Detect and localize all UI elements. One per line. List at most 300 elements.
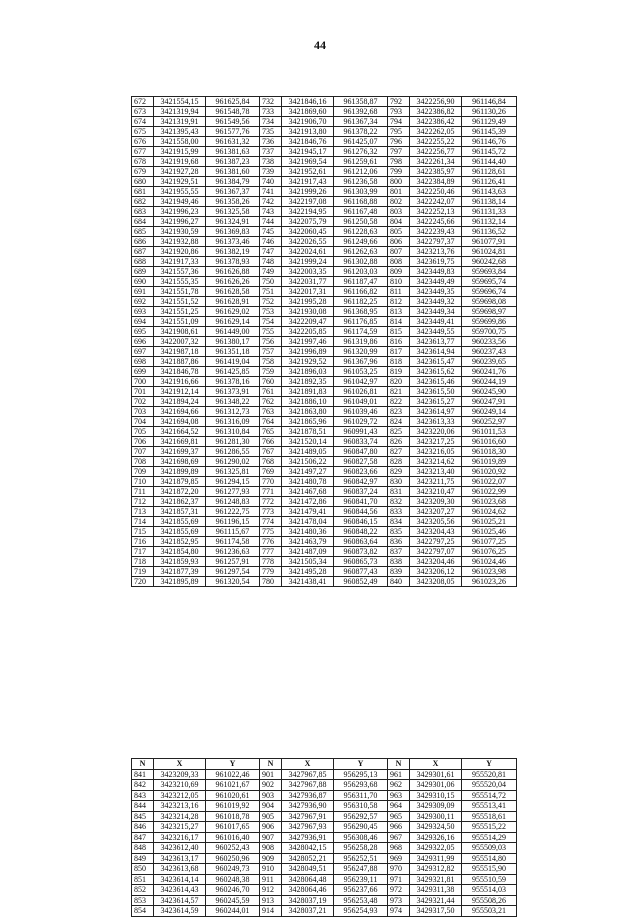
cell-n: 974: [388, 906, 410, 917]
column-header: Y: [334, 759, 388, 770]
cell-x: 3421912,14: [154, 387, 206, 397]
cell-n: 717: [132, 547, 154, 557]
cell-x: 3421669,81: [154, 437, 206, 447]
cell-x: 3423211,75: [410, 477, 462, 487]
table-row: [132, 407, 517, 417]
table-row: [132, 567, 517, 577]
cell-n: 681: [132, 187, 154, 197]
cell-x: 3423614,59: [154, 906, 206, 917]
cell-n: 685: [132, 227, 154, 237]
cell-y: 961196,15: [206, 517, 260, 527]
cell-n: 972: [388, 885, 410, 896]
cell-y: 961212,06: [334, 167, 388, 177]
cell-y: 956247,88: [334, 864, 388, 875]
cell-x: 3422384,89: [410, 177, 462, 187]
cell-x: 3421319,91: [154, 117, 206, 127]
cell-x: 3421551,09: [154, 317, 206, 327]
cell-y: 961626,26: [206, 277, 260, 287]
cell-n: 762: [260, 397, 282, 407]
cell-y: 960249,73: [206, 864, 260, 875]
cell-x: 3423208,05: [410, 577, 462, 587]
cell-x: 3427967,85: [282, 769, 334, 780]
cell-n: 907: [260, 832, 282, 843]
cell-x: 3421699,37: [154, 447, 206, 457]
cell-x: 3421857,31: [154, 507, 206, 517]
cell-y: 956239,11: [334, 874, 388, 885]
cell-n: 793: [388, 107, 410, 117]
table-row: [132, 885, 517, 896]
cell-n: 683: [132, 207, 154, 217]
cell-x: 3421862,37: [154, 497, 206, 507]
cell-n: 799: [388, 167, 410, 177]
cell-n: 688: [132, 257, 154, 267]
table-row: [132, 769, 517, 780]
cell-y: 956253,48: [334, 895, 388, 906]
cell-n: 744: [260, 217, 282, 227]
cell-n: 796: [388, 137, 410, 147]
cell-x: 3421915,99: [154, 147, 206, 157]
cell-x: 3422252,13: [410, 207, 462, 217]
cell-n: 763: [260, 407, 282, 417]
cell-y: 961257,91: [206, 557, 260, 567]
cell-y: 961023,98: [462, 567, 517, 577]
cell-n: 841: [132, 769, 154, 780]
cell-n: 834: [388, 517, 410, 527]
cell-n: 694: [132, 317, 154, 327]
cell-x: 3421920,86: [154, 247, 206, 257]
cell-y: 960239,65: [462, 357, 517, 367]
table-row: [132, 257, 517, 267]
cell-y: 961378,22: [334, 127, 388, 137]
table-row: [132, 906, 517, 917]
cell-x: 3421879,85: [154, 477, 206, 487]
cell-x: 3421554,15: [154, 97, 206, 107]
cell-n: 852: [132, 885, 154, 896]
table-row: [132, 287, 517, 297]
cell-x: 3421895,89: [154, 577, 206, 587]
cell-y: 955503,21: [462, 906, 517, 917]
cell-n: 820: [388, 377, 410, 387]
cell-n: 768: [260, 457, 282, 467]
cell-y: 955520,81: [462, 769, 517, 780]
cell-x: 3423613,17: [154, 853, 206, 864]
cell-x: 3421949,46: [154, 197, 206, 207]
cell-y: 961049,01: [334, 397, 388, 407]
table-row: [132, 497, 517, 507]
cell-y: 961019,92: [206, 801, 260, 812]
cell-y: 961021,67: [206, 780, 260, 791]
cell-n: 719: [132, 567, 154, 577]
cell-x: 3421886,10: [282, 397, 334, 407]
cell-n: 822: [388, 397, 410, 407]
cell-y: 961130,26: [462, 107, 517, 117]
table-row: [132, 864, 517, 875]
cell-x: 3423210,69: [154, 780, 206, 791]
cell-n: 904: [260, 801, 282, 812]
cell-n: 679: [132, 167, 154, 177]
table-row: [132, 487, 517, 497]
cell-x: 3421917,43: [282, 177, 334, 187]
cell-x: 3423615,62: [410, 367, 462, 377]
cell-y: 955518,61: [462, 811, 517, 822]
cell-n: 829: [388, 467, 410, 477]
cell-y: 961378,93: [206, 257, 260, 267]
table-row: [132, 843, 517, 854]
cell-x: 3423614,57: [154, 895, 206, 906]
cell-n: 813: [388, 307, 410, 317]
cell-y: 961262,63: [334, 247, 388, 257]
cell-n: 692: [132, 297, 154, 307]
cell-n: 838: [388, 557, 410, 567]
cell-y: 960247,91: [462, 397, 517, 407]
column-header: X: [410, 759, 462, 770]
cell-x: 3421887,86: [154, 357, 206, 367]
cell-y: 961145,72: [462, 147, 517, 157]
cell-y: 959699,86: [462, 317, 517, 327]
cell-n: 833: [388, 507, 410, 517]
cell-x: 3421698,69: [154, 457, 206, 467]
cell-y: 955514,29: [462, 832, 517, 843]
cell-y: 960237,43: [462, 347, 517, 357]
cell-x: 3423216,17: [154, 832, 206, 843]
cell-x: 3421505,34: [282, 557, 334, 567]
cell-n: 914: [260, 906, 282, 917]
cell-x: 3423220,06: [410, 427, 462, 437]
cell-y: 961222,75: [206, 507, 260, 517]
cell-n: 969: [388, 853, 410, 864]
cell-y: 961348,22: [206, 397, 260, 407]
cell-x: 3422197,08: [282, 197, 334, 207]
cell-x: 3423615,27: [410, 397, 462, 407]
cell-n: 825: [388, 427, 410, 437]
table-row: [132, 853, 517, 864]
cell-x: 3422261,34: [410, 157, 462, 167]
cell-y: 961387,23: [206, 157, 260, 167]
cell-y: 960246,70: [206, 885, 260, 896]
cell-x: 3421506,22: [282, 457, 334, 467]
table-row: [132, 217, 517, 227]
cell-y: 955514,72: [462, 790, 517, 801]
cell-x: 3421859,93: [154, 557, 206, 567]
cell-n: 971: [388, 874, 410, 885]
cell-n: 684: [132, 217, 154, 227]
cell-x: 3421467,68: [282, 487, 334, 497]
cell-n: 797: [388, 147, 410, 157]
cell-y: 961228,63: [334, 227, 388, 237]
cell-n: 810: [388, 277, 410, 287]
cell-n: 839: [388, 567, 410, 577]
table-row: [132, 577, 517, 587]
coordinates-table-top: [131, 96, 517, 587]
cell-y: 960846,15: [334, 517, 388, 527]
cell-x: 3421891,83: [282, 387, 334, 397]
cell-n: 775: [260, 527, 282, 537]
column-header: N: [388, 759, 410, 770]
cell-x: 3427936,91: [282, 832, 334, 843]
cell-y: 961132,14: [462, 217, 517, 227]
cell-y: 960242,68: [462, 257, 517, 267]
cell-x: 3423449,55: [410, 327, 462, 337]
cell-n: 687: [132, 247, 154, 257]
cell-x: 3429326,16: [410, 832, 462, 843]
cell-y: 960877,43: [334, 567, 388, 577]
table-row: [132, 327, 517, 337]
cell-n: 769: [260, 467, 282, 477]
cell-x: 3422385,97: [410, 167, 462, 177]
cell-y: 961625,84: [206, 97, 260, 107]
cell-n: 689: [132, 267, 154, 277]
cell-x: 3421855,69: [154, 517, 206, 527]
cell-n: 798: [388, 157, 410, 167]
cell-x: 3421969,54: [282, 157, 334, 167]
cell-n: 673: [132, 107, 154, 117]
table-row: [132, 187, 517, 197]
cell-n: 824: [388, 417, 410, 427]
cell-y: 960250,96: [206, 853, 260, 864]
cell-x: 3421877,39: [154, 567, 206, 577]
cell-n: 698: [132, 357, 154, 367]
cell-n: 760: [260, 377, 282, 387]
cell-y: 961319,86: [334, 337, 388, 347]
cell-y: 961126,41: [462, 177, 517, 187]
cell-n: 795: [388, 127, 410, 137]
table-row: [132, 547, 517, 557]
cell-n: 772: [260, 497, 282, 507]
cell-n: 966: [388, 822, 410, 833]
cell-n: 843: [132, 790, 154, 801]
cell-x: 3422205,85: [282, 327, 334, 337]
cell-y: 961022,99: [462, 487, 517, 497]
table-row: [132, 397, 517, 407]
cell-x: 3421999,26: [282, 187, 334, 197]
cell-n: 973: [388, 895, 410, 906]
cell-x: 3421520,14: [282, 437, 334, 447]
cell-x: 3423205,56: [410, 517, 462, 527]
cell-y: 961016,60: [462, 437, 517, 447]
cell-x: 3428064,48: [282, 874, 334, 885]
cell-n: 805: [388, 227, 410, 237]
cell-x: 3423449,49: [410, 277, 462, 287]
table-row: [132, 297, 517, 307]
cell-y: 961019,89: [462, 457, 517, 467]
cell-x: 3422003,35: [282, 267, 334, 277]
cell-n: 696: [132, 337, 154, 347]
cell-n: 708: [132, 457, 154, 467]
table-row: [132, 801, 517, 812]
cell-y: 961577,76: [206, 127, 260, 137]
cell-y: 961250,58: [334, 217, 388, 227]
cell-y: 961358,26: [206, 197, 260, 207]
cell-x: 3428042,15: [282, 843, 334, 854]
cell-y: 959700,75: [462, 327, 517, 337]
cell-x: 3428052,21: [282, 853, 334, 864]
cell-x: 3429321,44: [410, 895, 462, 906]
cell-n: 754: [260, 317, 282, 327]
cell-n: 806: [388, 237, 410, 247]
table-row: [132, 227, 517, 237]
cell-n: 747: [260, 247, 282, 257]
cell-y: 961144,40: [462, 157, 517, 167]
cell-y: 956237,66: [334, 885, 388, 896]
cell-n: 736: [260, 137, 282, 147]
cell-y: 961277,93: [206, 487, 260, 497]
cell-x: 3421558,00: [154, 137, 206, 147]
cell-y: 959698,97: [462, 307, 517, 317]
cell-y: 961138,14: [462, 197, 517, 207]
cell-x: 3422026,55: [282, 237, 334, 247]
table-row: [132, 477, 517, 487]
cell-x: 3423215,27: [154, 822, 206, 833]
table-row: [132, 147, 517, 157]
cell-n: 802: [388, 197, 410, 207]
table-row: [132, 895, 517, 906]
cell-y: 961381,60: [206, 167, 260, 177]
cell-y: 956292,57: [334, 811, 388, 822]
cell-x: 3423612,40: [154, 843, 206, 854]
cell-n: 745: [260, 227, 282, 237]
cell-n: 709: [132, 467, 154, 477]
cell-y: 960852,49: [334, 577, 388, 587]
cell-y: 961286,55: [206, 447, 260, 457]
cell-x: 3421846,16: [282, 97, 334, 107]
cell-n: 703: [132, 407, 154, 417]
cell-y: 961381,63: [206, 147, 260, 157]
cell-n: 818: [388, 357, 410, 367]
cell-n: 746: [260, 237, 282, 247]
cell-x: 3423613,33: [410, 417, 462, 427]
cell-x: 3427967,93: [282, 822, 334, 833]
cell-n: 697: [132, 347, 154, 357]
cell-y: 960847,80: [334, 447, 388, 457]
table-row: [132, 247, 517, 257]
table-row: [132, 157, 517, 167]
cell-n: 807: [388, 247, 410, 257]
cell-x: 3423207,27: [410, 507, 462, 517]
cell-n: 831: [388, 487, 410, 497]
cell-y: 961024,62: [462, 507, 517, 517]
cell-y: 961024,81: [462, 247, 517, 257]
column-header: X: [282, 759, 334, 770]
cell-n: 776: [260, 537, 282, 547]
cell-n: 742: [260, 197, 282, 207]
cell-n: 968: [388, 843, 410, 854]
cell-n: 826: [388, 437, 410, 447]
cell-y: 960245,59: [206, 895, 260, 906]
cell-y: 961016,40: [206, 832, 260, 843]
cell-n: 844: [132, 801, 154, 812]
cell-n: 827: [388, 447, 410, 457]
cell-n: 792: [388, 97, 410, 107]
cell-y: 956308,46: [334, 832, 388, 843]
column-header: N: [260, 759, 282, 770]
cell-n: 801: [388, 187, 410, 197]
cell-n: 800: [388, 177, 410, 187]
cell-x: 3422242,07: [410, 197, 462, 207]
cell-x: 3429311,99: [410, 853, 462, 864]
cell-x: 3423206,12: [410, 567, 462, 577]
cell-n: 706: [132, 437, 154, 447]
cell-x: 3429301,06: [410, 780, 462, 791]
cell-n: 837: [388, 547, 410, 557]
cell-n: 901: [260, 769, 282, 780]
cell-y: 961024,46: [462, 557, 517, 567]
cell-y: 961380,17: [206, 337, 260, 347]
cell-x: 3421927,28: [154, 167, 206, 177]
cell-x: 3423212,05: [154, 790, 206, 801]
cell-y: 961628,91: [206, 297, 260, 307]
cell-x: 3423213,40: [410, 467, 462, 477]
cell-x: 3423449,35: [410, 287, 462, 297]
table-row: [132, 527, 517, 537]
cell-n: 733: [260, 107, 282, 117]
cell-x: 3421854,80: [154, 547, 206, 557]
table-row: [132, 337, 517, 347]
cell-n: 965: [388, 811, 410, 822]
cell-x: 3421319,94: [154, 107, 206, 117]
cell-x: 3422209,47: [282, 317, 334, 327]
cell-n: 740: [260, 177, 282, 187]
cell-y: 961022,07: [462, 477, 517, 487]
cell-n: 700: [132, 377, 154, 387]
cell-n: 704: [132, 417, 154, 427]
cell-n: 739: [260, 167, 282, 177]
cell-x: 3421919,68: [154, 157, 206, 167]
cell-y: 961020,61: [206, 790, 260, 801]
table-row: [132, 117, 517, 127]
cell-y: 955514,03: [462, 885, 517, 896]
cell-x: 3421916,66: [154, 377, 206, 387]
cell-x: 3422256,90: [410, 97, 462, 107]
cell-x: 3421929,52: [282, 357, 334, 367]
cell-n: 713: [132, 507, 154, 517]
cell-x: 3422797,37: [410, 237, 462, 247]
cell-n: 848: [132, 843, 154, 854]
cell-n: 808: [388, 257, 410, 267]
cell-y: 961297,54: [206, 567, 260, 577]
table-row: [132, 377, 517, 387]
cell-y: 960848,22: [334, 527, 388, 537]
cell-n: 773: [260, 507, 282, 517]
cell-y: 961629,02: [206, 307, 260, 317]
cell-x: 3421664,52: [154, 427, 206, 437]
cell-y: 956311,70: [334, 790, 388, 801]
table-row: [132, 367, 517, 377]
cell-y: 961146,84: [462, 97, 517, 107]
cell-y: 961053,25: [334, 367, 388, 377]
cell-x: 3421945,17: [282, 147, 334, 157]
cell-x: 3427936,90: [282, 801, 334, 812]
coordinates-table-bottom: [131, 758, 517, 917]
cell-y: 961166,82: [334, 287, 388, 297]
cell-y: 961312,73: [206, 407, 260, 417]
cell-y: 961146,76: [462, 137, 517, 147]
table-row: [132, 347, 517, 357]
cell-y: 961167,48: [334, 207, 388, 217]
cell-x: 3423614,94: [410, 347, 462, 357]
cell-y: 961631,32: [206, 137, 260, 147]
cell-x: 3429312,82: [410, 864, 462, 875]
cell-y: 961236,63: [206, 547, 260, 557]
cell-x: 3421495,28: [282, 567, 334, 577]
cell-y: 961320,54: [206, 577, 260, 587]
cell-n: 821: [388, 387, 410, 397]
cell-n: 964: [388, 801, 410, 812]
cell-y: 961168,88: [334, 197, 388, 207]
cell-y: 955513,41: [462, 801, 517, 812]
cell-x: 3422262,05: [410, 127, 462, 137]
cell-y: 961368,95: [334, 307, 388, 317]
cell-y: 961449,00: [206, 327, 260, 337]
